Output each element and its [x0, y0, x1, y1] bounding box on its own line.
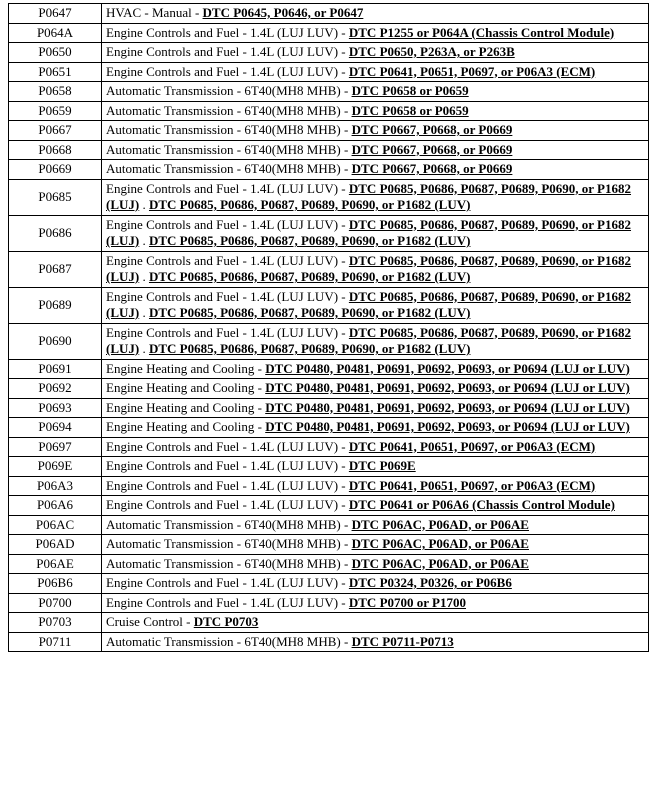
dtc-link[interactable]: DTC P0658 or P0659 — [351, 102, 469, 118]
dtc-code-cell: P0689 — [9, 287, 102, 323]
table-row — [9, 140, 649, 160]
table-row — [9, 437, 649, 457]
dtc-code-cell: P06A6 — [9, 496, 102, 516]
category-text: Automatic Transmission - 6T40(MH8 MHB) - — [106, 536, 352, 551]
dtc-description-cell — [102, 140, 649, 160]
dtc-code-cell: P0658 — [9, 82, 102, 102]
table-row — [9, 82, 649, 102]
dtc-code-cell: P0697 — [9, 437, 102, 457]
dtc-link[interactable]: DTC P1255 or P064A (Chassis Control Module) — [348, 24, 615, 40]
dtc-link[interactable]: DTC P0685, P0686, P0687, P0689, P0690, or P1682 (LUJ) — [106, 252, 632, 284]
dtc-code-cell: P06AE — [9, 554, 102, 574]
dtc-description-cell — [102, 535, 649, 555]
table-row — [9, 418, 649, 438]
dtc-description-cell — [102, 632, 649, 652]
table-row — [9, 574, 649, 594]
category-text: Automatic Transmission - 6T40(MH8 MHB) - — [106, 141, 352, 157]
dtc-code-cell: P0694 — [9, 418, 102, 438]
dtc-code-cell: P069E — [9, 457, 102, 477]
dtc-link[interactable]: DTC P0685, P0686, P0687, P0689, P0690, or P1682 (LUV) — [148, 269, 471, 284]
dtc-code-cell: P0651 — [9, 62, 102, 82]
dtc-code-cell: P0686 — [9, 215, 102, 251]
table-row — [9, 496, 649, 516]
table-row — [9, 287, 649, 323]
dtc-link[interactable]: DTC P0641, P0651, P0697, or P06A3 (ECM) — [348, 477, 596, 493]
dtc-description-cell — [102, 515, 649, 535]
dtc-code-cell: P0659 — [9, 101, 102, 121]
dtc-link[interactable]: DTC P0667, P0668, or P0669 — [351, 161, 513, 176]
dtc-code-cell: P0700 — [9, 593, 102, 613]
dtc-description-cell — [102, 398, 649, 418]
dtc-link[interactable]: DTC P0685, P0686, P0687, P0689, P0690, or P1682 (LUV) — [148, 341, 471, 356]
dtc-link[interactable]: DTC P0700 or P1700 — [348, 594, 466, 610]
dtc-description-cell — [102, 574, 649, 594]
table-row — [9, 476, 649, 496]
dtc-code-cell: P0711 — [9, 632, 102, 652]
dtc-code-cell: P0703 — [9, 613, 102, 633]
dtc-link[interactable]: DTC P0658 or P0659 — [351, 83, 469, 98]
category-text: Engine Controls and Fuel - 1.4L (LUJ LUV) - — [106, 24, 349, 40]
category-text: Automatic Transmission - 6T40(MH8 MHB) - — [106, 633, 352, 649]
category-text: Engine Controls and Fuel - 1.4L (LUJ LUV) - — [106, 497, 349, 512]
dtc-description-cell — [102, 62, 649, 82]
dtc-link[interactable]: DTC P0480, P0481, P0691, P0692, P0693, or P0694 (LUJ or LUV) — [265, 399, 630, 415]
dtc-description-cell — [102, 476, 649, 496]
dtc-code-cell: P0693 — [9, 398, 102, 418]
dtc-description-cell — [102, 179, 649, 215]
dtc-code-cell: P0667 — [9, 121, 102, 141]
dtc-link[interactable]: DTC P0685, P0686, P0687, P0689, P0690, or P1682 (LUV) — [148, 197, 471, 212]
dtc-link[interactable]: DTC P06AC, P06AD, or P06AE — [351, 536, 529, 551]
category-text: . — [139, 305, 149, 320]
category-text: Engine Heating and Cooling - — [106, 380, 266, 395]
dtc-description-cell — [102, 496, 649, 516]
dtc-code-cell: P06A3 — [9, 476, 102, 496]
table-row — [9, 359, 649, 379]
category-text: Automatic Transmission - 6T40(MH8 MHB) - — [106, 555, 352, 571]
dtc-code-cell: P06AC — [9, 515, 102, 535]
dtc-description-cell — [102, 101, 649, 121]
dtc-link[interactable]: DTC P0667, P0668, or P0669 — [351, 141, 513, 157]
dtc-link[interactable]: DTC P0650, P263A, or P263B — [348, 44, 515, 59]
dtc-description-cell — [102, 215, 649, 251]
table-row — [9, 457, 649, 477]
dtc-link[interactable]: DTC P0641, P0651, P0697, or P06A3 (ECM) — [348, 63, 596, 79]
dtc-description-cell — [102, 457, 649, 477]
dtc-code-cell: P0650 — [9, 43, 102, 63]
dtc-link[interactable]: DTC P0324, P0326, or P06B6 — [348, 575, 512, 590]
dtc-code-cell: P0691 — [9, 359, 102, 379]
category-text: Engine Controls and Fuel - 1.4L (LUJ LUV) - — [106, 180, 349, 196]
table-row — [9, 101, 649, 121]
category-text: Engine Heating and Cooling - — [106, 360, 266, 376]
dtc-link[interactable]: DTC P0480, P0481, P0691, P0692, P0693, or P0694 (LUJ or LUV) — [265, 380, 630, 395]
table-row — [9, 160, 649, 180]
dtc-description-cell — [102, 4, 649, 24]
category-text: Engine Controls and Fuel - 1.4L (LUJ LUV) - — [106, 44, 349, 59]
dtc-table — [8, 3, 649, 652]
table-row — [9, 179, 649, 215]
dtc-code-cell: P0690 — [9, 323, 102, 359]
dtc-link[interactable]: DTC P0685, P0686, P0687, P0689, P0690, or P1682 (LUV) — [148, 305, 471, 320]
category-text: Automatic Transmission - 6T40(MH8 MHB) - — [106, 516, 352, 532]
dtc-code-cell: P0669 — [9, 160, 102, 180]
dtc-description-cell — [102, 613, 649, 633]
dtc-link[interactable]: DTC P0685, P0686, P0687, P0689, P0690, or P1682 (LUJ) — [106, 180, 632, 212]
dtc-link[interactable]: DTC P0685, P0686, P0687, P0689, P0690, or P1682 (LUJ) — [106, 324, 632, 356]
dtc-link[interactable]: DTC P06AC, P06AD, or P06AE — [351, 516, 529, 532]
category-text: Engine Controls and Fuel - 1.4L (LUJ LUV) - — [106, 216, 349, 232]
dtc-description-cell — [102, 160, 649, 180]
table-row — [9, 4, 649, 24]
dtc-description-cell — [102, 359, 649, 379]
category-text: Engine Controls and Fuel - 1.4L (LUJ LUV) - — [106, 594, 349, 610]
category-text: Automatic Transmission - 6T40(MH8 MHB) - — [106, 161, 352, 176]
category-text: Automatic Transmission - 6T40(MH8 MHB) - — [106, 83, 352, 98]
dtc-description-cell — [102, 251, 649, 287]
dtc-link[interactable]: DTC P0685, P0686, P0687, P0689, P0690, or P1682 (LUJ) — [106, 288, 632, 320]
category-text: . — [139, 197, 149, 212]
dtc-link[interactable]: DTC P0685, P0686, P0687, P0689, P0690, or P1682 (LUJ) — [106, 216, 632, 248]
dtc-code-cell: P0685 — [9, 179, 102, 215]
dtc-link[interactable]: DTC P0711-P0713 — [351, 633, 454, 649]
dtc-code-cell: P0692 — [9, 379, 102, 399]
dtc-description-cell — [102, 418, 649, 438]
dtc-link[interactable]: DTC P0703 — [193, 614, 259, 629]
table-row — [9, 515, 649, 535]
category-text: Automatic Transmission - 6T40(MH8 MHB) - — [106, 122, 352, 137]
dtc-link[interactable]: DTC P0480, P0481, P0691, P0692, P0693, or P0694 (LUJ or LUV) — [265, 419, 630, 434]
dtc-code-cell: P0668 — [9, 140, 102, 160]
category-text: HVAC - Manual - — [106, 5, 203, 20]
table-row — [9, 593, 649, 613]
category-text: Engine Controls and Fuel - 1.4L (LUJ LUV) - — [106, 477, 349, 493]
category-text: Engine Controls and Fuel - 1.4L (LUJ LUV) - — [106, 288, 349, 304]
dtc-link[interactable]: DTC P0480, P0481, P0691, P0692, P0693, or P0694 (LUJ or LUV) — [265, 360, 630, 376]
dtc-link[interactable]: DTC P0641, P0651, P0697, or P06A3 (ECM) — [348, 438, 596, 454]
table-row — [9, 251, 649, 287]
dtc-code-cell: P0647 — [9, 4, 102, 24]
category-text: . — [139, 233, 149, 248]
table-row — [9, 215, 649, 251]
category-text: Engine Controls and Fuel - 1.4L (LUJ LUV) - — [106, 63, 349, 79]
dtc-link[interactable]: DTC P0685, P0686, P0687, P0689, P0690, or P1682 (LUV) — [148, 233, 471, 248]
dtc-link[interactable]: DTC P0641 or P06A6 (Chassis Control Module) — [348, 497, 615, 512]
table-row — [9, 62, 649, 82]
dtc-link[interactable]: DTC P0645, P0646, or P0647 — [202, 5, 364, 20]
category-text: Engine Heating and Cooling - — [106, 399, 266, 415]
category-text: . — [139, 341, 149, 356]
table-row — [9, 535, 649, 555]
category-text: . — [139, 269, 149, 284]
category-text: Engine Controls and Fuel - 1.4L (LUJ LUV) - — [106, 575, 349, 590]
dtc-description-cell — [102, 437, 649, 457]
table-row — [9, 23, 649, 43]
dtc-table-body — [9, 4, 649, 652]
category-text: Engine Controls and Fuel - 1.4L (LUJ LUV) - — [106, 324, 349, 340]
dtc-description-cell — [102, 323, 649, 359]
dtc-description-cell — [102, 379, 649, 399]
dtc-description-cell — [102, 593, 649, 613]
table-row — [9, 323, 649, 359]
table-row — [9, 43, 649, 63]
table-row — [9, 398, 649, 418]
category-text: Cruise Control - — [106, 614, 194, 629]
dtc-description-cell — [102, 43, 649, 63]
category-text: Engine Heating and Cooling - — [106, 419, 266, 434]
table-row — [9, 613, 649, 633]
table-row — [9, 121, 649, 141]
table-row — [9, 554, 649, 574]
category-text: Engine Controls and Fuel - 1.4L (LUJ LUV) - — [106, 438, 349, 454]
dtc-code-cell: P06AD — [9, 535, 102, 555]
dtc-description-cell — [102, 23, 649, 43]
dtc-code-cell: P06B6 — [9, 574, 102, 594]
dtc-link[interactable]: DTC P069E — [348, 458, 416, 473]
dtc-link[interactable]: DTC P0667, P0668, or P0669 — [351, 122, 513, 137]
table-row — [9, 632, 649, 652]
dtc-description-cell — [102, 121, 649, 141]
dtc-code-cell: P064A — [9, 23, 102, 43]
dtc-link[interactable]: DTC P06AC, P06AD, or P06AE — [351, 555, 529, 571]
dtc-description-cell — [102, 287, 649, 323]
category-text: Engine Controls and Fuel - 1.4L (LUJ LUV) - — [106, 252, 349, 268]
dtc-description-cell — [102, 554, 649, 574]
category-text: Engine Controls and Fuel - 1.4L (LUJ LUV) - — [106, 458, 349, 473]
table-row — [9, 379, 649, 399]
dtc-code-cell: P0687 — [9, 251, 102, 287]
category-text: Automatic Transmission - 6T40(MH8 MHB) - — [106, 102, 352, 118]
dtc-description-cell — [102, 82, 649, 102]
